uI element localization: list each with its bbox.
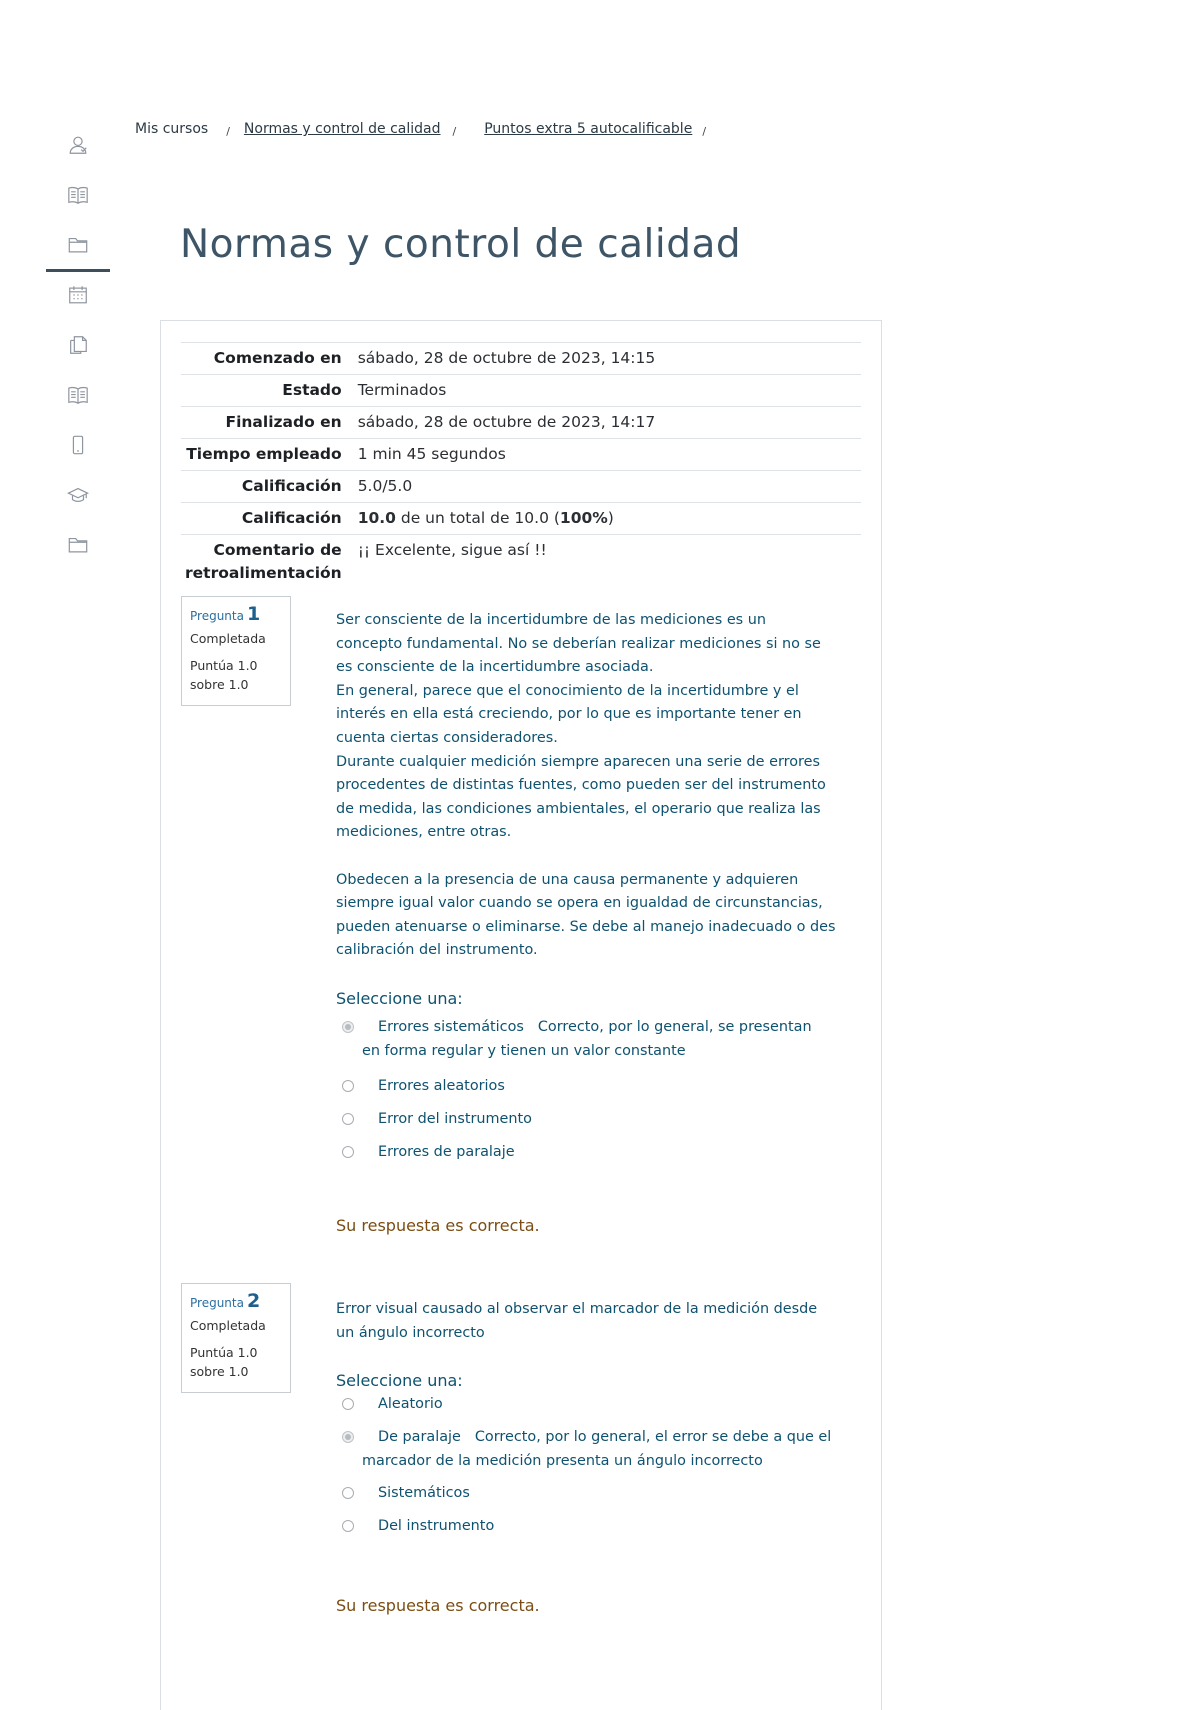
- summary-row-state: [181, 375, 861, 407]
- question-paragraph: En general, parece que el conocimiento de la incertidumbre y el interés en ella está creciendo, por lo que es importante tener en cuenta ciertas consideradores.: [336, 682, 802, 746]
- summary-row-grade: [181, 503, 861, 535]
- nav-course-content[interactable]: [46, 220, 110, 270]
- summary-value: 1 min 45 segundos: [357, 445, 506, 463]
- question-number: 2: [246, 1290, 261, 1312]
- course-nav-rail: [46, 120, 110, 570]
- folder-icon: [67, 534, 89, 556]
- summary-label: Estado: [282, 381, 342, 399]
- question-paragraph: Obedecen a la presencia de una causa permanente y adquieren siempre igual valor cuando se opera en igualdad de circunstancias, pueden atenuarse o eliminarse. Se debe al manejo inadecuado o des calibración del instrumento.: [336, 871, 836, 959]
- breadcrumb-course-link[interactable]: Normas y control de calidad: [243, 121, 441, 137]
- nav-calendar[interactable]: [46, 270, 110, 320]
- grade-value: 10.0: [357, 509, 396, 527]
- summary-label: Calificación: [241, 509, 342, 527]
- answer-option[interactable]: [342, 1393, 832, 1417]
- answer-option[interactable]: [342, 1426, 832, 1473]
- question-paragraph: Ser consciente de la incertidumbre de las mediciones es un concepto fundamental. No se deberían realizar mediciones si no se es consciente de la incertidumbre asociada.: [336, 612, 821, 676]
- radio-button[interactable]: [342, 1398, 354, 1410]
- documents-icon: [67, 334, 89, 356]
- grade-percent: 100%: [559, 509, 608, 527]
- answer-option[interactable]: [342, 1141, 832, 1165]
- book-icon: [67, 384, 89, 406]
- radio-button[interactable]: [342, 1487, 354, 1499]
- question-grade: Puntúa 1.0 sobre 1.0: [190, 658, 258, 692]
- radio-button[interactable]: [342, 1520, 354, 1532]
- radio-button[interactable]: [342, 1113, 354, 1125]
- summary-value: ¡¡ Excelente, sigue así !!: [357, 541, 547, 559]
- summary-row-time-taken: [181, 439, 861, 471]
- answer-option[interactable]: [342, 1075, 832, 1099]
- summary-label: Comentario de retroalimentación: [185, 541, 342, 582]
- summary-value: sábado, 28 de octubre de 2023, 14:17: [357, 413, 656, 431]
- option-feedback: Correcto, por lo general, se presentan en forma regular y tienen un valor constante: [362, 1019, 812, 1059]
- answer-prompt: Seleccione una:: [336, 989, 463, 1008]
- question-text-2: [336, 1298, 836, 1345]
- answer-option[interactable]: [342, 1515, 832, 1539]
- question-info-2: [181, 1283, 291, 1393]
- summary-row-feedback: [181, 535, 861, 590]
- breadcrumb-quiz-link[interactable]: Puntos extra 5 autocalificable: [484, 121, 693, 137]
- radio-button[interactable]: [342, 1080, 354, 1092]
- option-label: Sistemáticos: [378, 1485, 470, 1501]
- grade-total: de un total de 10.0 (: [395, 509, 560, 527]
- option-label: Error del instrumento: [378, 1111, 532, 1127]
- answer-outcome: Su respuesta es correcta.: [336, 1596, 540, 1615]
- mobile-icon: [67, 434, 89, 456]
- summary-label: Comenzado en: [213, 349, 342, 367]
- radio-button[interactable]: [342, 1146, 354, 1158]
- nav-grades[interactable]: [46, 170, 110, 220]
- grade-close: ): [607, 509, 614, 527]
- radio-button-selected[interactable]: [342, 1431, 354, 1443]
- question-info-1: [181, 596, 291, 706]
- summary-value: 5.0/5.0: [357, 477, 413, 495]
- folder-icon: [67, 234, 89, 256]
- nav-files[interactable]: [46, 320, 110, 370]
- question-label: Pregunta: [190, 1296, 244, 1310]
- option-label: Errores sistemáticos: [378, 1019, 524, 1035]
- user-icon: [67, 134, 89, 156]
- answer-outcome: Su respuesta es correcta.: [336, 1216, 540, 1235]
- summary-label: Finalizado en: [225, 413, 342, 431]
- answer-option[interactable]: [342, 1482, 832, 1506]
- summary-label: Calificación: [241, 477, 342, 495]
- summary-value: Terminados: [357, 381, 447, 399]
- summary-label: Tiempo empleado: [186, 445, 342, 463]
- question-text-1: [336, 609, 836, 963]
- nav-resources[interactable]: [46, 370, 110, 420]
- question-paragraph: [336, 845, 836, 869]
- breadcrumb: [135, 121, 706, 137]
- option-label: Aleatorio: [378, 1396, 443, 1412]
- question-paragraph: Durante cualquier medición siempre aparecen una serie de errores procedentes de distintas fuentes, como pueden ser del instrumento de medida, las condiciones ambientales, el operario que realiza las mediciones, entre otras.: [336, 753, 826, 841]
- breadcrumb-my-courses: Mis cursos: [135, 121, 209, 137]
- attempt-summary-table: [181, 342, 861, 589]
- question-number: 1: [246, 603, 261, 625]
- summary-row-marks: [181, 471, 861, 503]
- nav-participants[interactable]: [46, 120, 110, 170]
- option-feedback: Correcto, por lo general, el error se debe a que el marcador de la medición presenta un ángulo incorrecto: [362, 1429, 832, 1469]
- radio-button-selected[interactable]: [342, 1021, 354, 1033]
- nav-competencies[interactable]: [46, 470, 110, 520]
- page-title: Normas y control de calidad: [180, 222, 742, 267]
- book-icon: [67, 184, 89, 206]
- question-state: Completada: [190, 631, 266, 646]
- option-label: Errores aleatorios: [378, 1078, 505, 1094]
- option-label: Del instrumento: [378, 1518, 495, 1534]
- option-label: Errores de paralaje: [378, 1144, 515, 1160]
- summary-row-started: [181, 343, 861, 375]
- question-paragraph: Error visual causado al observar el marcador de la medición desde un ángulo incorrecto: [336, 1301, 818, 1341]
- answer-prompt: Seleccione una:: [336, 1371, 463, 1390]
- summary-value: [356, 503, 861, 535]
- answer-option[interactable]: [342, 1108, 832, 1132]
- summary-row-completed: [181, 407, 861, 439]
- nav-mobile[interactable]: [46, 420, 110, 470]
- option-label: De paralaje: [378, 1429, 461, 1445]
- calendar-icon: [67, 284, 89, 306]
- breadcrumb-separator: /: [226, 124, 230, 138]
- graduation-cap-icon: [67, 484, 89, 506]
- answer-option[interactable]: [342, 1016, 832, 1063]
- question-label: Pregunta: [190, 609, 244, 623]
- question-state: Completada: [190, 1318, 266, 1333]
- question-grade: Puntúa 1.0 sobre 1.0: [190, 1345, 258, 1379]
- breadcrumb-separator: /: [452, 124, 457, 138]
- nav-folder[interactable]: [46, 520, 110, 570]
- summary-value: sábado, 28 de octubre de 2023, 14:15: [357, 349, 656, 367]
- breadcrumb-separator: /: [702, 124, 707, 138]
